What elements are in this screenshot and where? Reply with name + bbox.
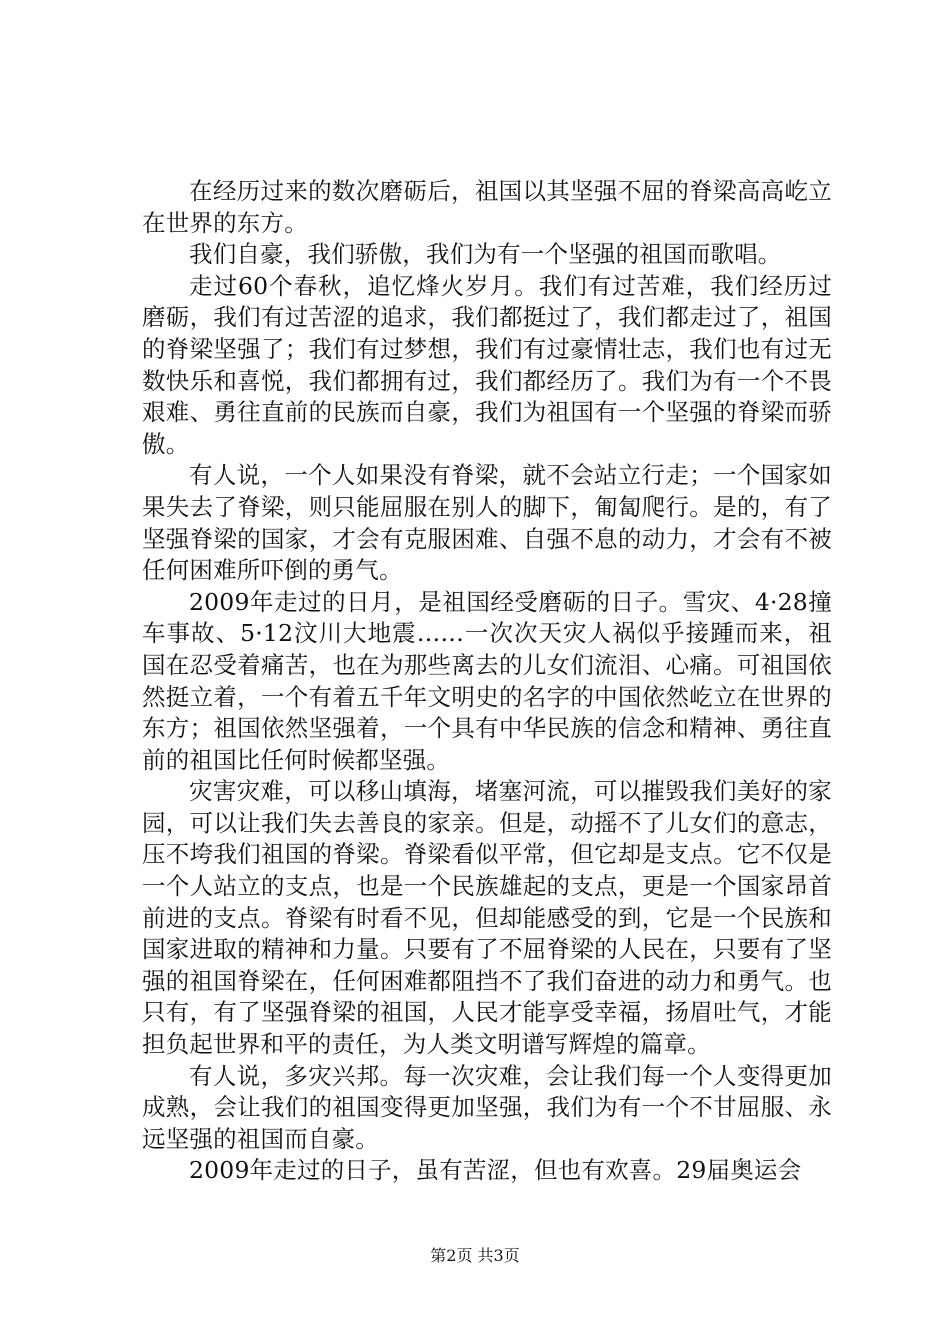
page-footer: 第2页 共3页 xyxy=(430,1246,520,1265)
paragraph: 有人说，多灾兴邦。每一次灾难，会让我们每一个人变得更加成熟，会让我们的祖国变得更加坚强，我们为有一个不甘屈服、永远坚强的祖国而自豪。 xyxy=(142,1061,832,1153)
document-body xyxy=(142,176,832,1187)
paragraph: 2009年走过的日月，是祖国经受磨砺的日子。雪灾、4·28撞车事故、5·12汶川大地震……一次次天灾人祸似乎接踵而来，祖国在忍受着痛苦，也在为那些离去的儿女们流泪、心痛。可祖国依然挺立着，一个有着五千年文明史的名字的中国依然屹立在世界的东方；祖国依然坚强着，一个具有中华民族的信念和精神、勇往直前的祖国比任何时候都坚强。 xyxy=(142,587,832,774)
paragraph: 灾害灾难，可以移山填海，堵塞河流，可以摧毁我们美好的家园，可以让我们失去善良的家亲。但是，动摇不了儿女们的意志，压不垮我们祖国的脊梁。脊梁看似平常，但它却是支点。它不仅是一个人站立的支点，也是一个民族雄起的支点，更是一个国家昂首前进的支点。脊梁有时看不见，但却能感受的到，它是一个民族和国家进取的精神和力量。只要有了不屈脊梁的人民在，只要有了坚强的祖国脊梁在，任何困难都阻挡不了我们奋进的动力和勇气。也只有，有了坚强脊梁的祖国，人民才能享受幸福，扬眉吐气，才能担负起世界和平的责任，为人类文明谱写辉煌的篇章。 xyxy=(142,777,832,1059)
paragraph: 我们自豪，我们骄傲，我们为有一个坚强的祖国而歌唱。 xyxy=(189,240,782,269)
paragraph: 2009年走过的日子，虽有苦涩，但也有欢喜。29届奥运会 xyxy=(189,1156,802,1185)
paragraph: 在经历过来的数次磨砺后，祖国以其坚强不屈的脊梁高高屹立在世界的东方。 xyxy=(142,177,832,237)
paragraph: 走过60个春秋，追忆烽火岁月。我们有过苦难，我们经历过磨砺，我们有过苦涩的追求，我们都挺过了，我们都走过了，祖国的脊梁坚强了；我们有过梦想，我们有过豪情壮志，我们也有过无数快乐和喜悦，我们都拥有过，我们都经历了。我们为有一个不畏艰难、勇往直前的民族而自豪，我们为祖国有一个坚强的脊梁而骄傲。 xyxy=(142,271,832,458)
paragraph: 有人说，一个人如果没有脊梁，就不会站立行走；一个国家如果失去了脊梁，则只能屈服在别人的脚下，匍匐爬行。是的，有了坚强脊梁的国家，才会有克服困难、自强不息的动力，才会有不被任何困难所吓倒的勇气。 xyxy=(142,461,832,585)
